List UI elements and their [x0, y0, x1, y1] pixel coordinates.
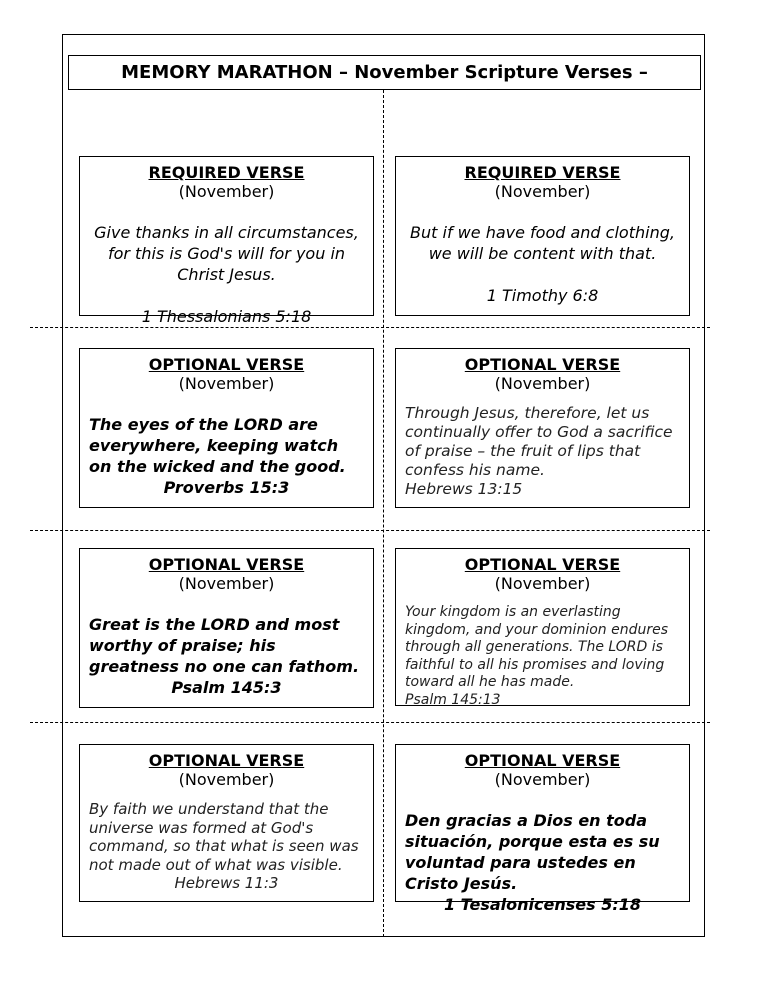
card-heading: REQUIRED VERSE — [148, 163, 305, 182]
card-heading: OPTIONAL VERSE — [464, 355, 621, 374]
card-month: (November) — [494, 182, 591, 201]
card-month: (November) — [178, 374, 275, 393]
verse-card — [395, 548, 690, 706]
verse-card — [79, 348, 374, 508]
verse-reference: Psalm 145:13 — [405, 691, 501, 708]
verse-reference: 1 Timothy 6:8 — [486, 286, 599, 305]
verse-body: Den gracias a Dios en toda situación, porque esta es su voluntad para ustedes en Cristo Jesús. — [405, 811, 660, 893]
card-month: (November) — [178, 574, 275, 593]
card-month: (November) — [494, 374, 591, 393]
verse-card — [395, 156, 690, 316]
verse-card — [395, 348, 690, 508]
verse-text — [396, 604, 689, 709]
verse-body: But if we have food and clothing, we will be content with that. — [410, 223, 675, 263]
card-heading: OPTIONAL VERSE — [148, 355, 305, 374]
vertical-cut-line — [383, 90, 384, 937]
verse-card — [395, 744, 690, 914]
verse-body: The eyes of the LORD are everywhere, keeping watch on the wicked and the good. — [89, 415, 346, 476]
verse-card — [79, 156, 374, 326]
card-month: (November) — [178, 770, 275, 789]
horizontal-cut-line — [30, 530, 710, 531]
verse-reference: Proverbs 15:3 — [163, 478, 290, 497]
card-heading: OPTIONAL VERSE — [148, 751, 305, 770]
verse-body: Great is the LORD and most worthy of praise; his greatness no one can fathom. — [89, 615, 360, 676]
horizontal-cut-line — [30, 722, 710, 723]
card-heading: REQUIRED VERSE — [464, 163, 621, 182]
card-heading: OPTIONAL VERSE — [148, 555, 305, 574]
verse-text — [80, 614, 373, 698]
page-title: MEMORY MARATHON – November Scripture Verses – — [68, 55, 701, 90]
verse-body: Give thanks in all circumstances, for this is God's will for you in Christ Jesus. — [94, 223, 359, 284]
card-month: (November) — [494, 770, 591, 789]
verse-reference: 1 Tesalonicenses 5:18 — [443, 895, 642, 914]
card-heading: OPTIONAL VERSE — [464, 751, 621, 770]
verse-text — [396, 222, 689, 306]
card-month: (November) — [178, 182, 275, 201]
card-month: (November) — [494, 574, 591, 593]
verse-reference: Hebrews 11:3 — [174, 874, 279, 892]
verse-text — [396, 810, 689, 915]
card-heading: OPTIONAL VERSE — [464, 555, 621, 574]
verse-body: By faith we understand that the universe was formed at God's command, so that what is seen was not made out of what was visible. — [89, 800, 359, 874]
verse-reference: Psalm 145:3 — [171, 678, 282, 697]
verse-card — [79, 548, 374, 708]
verse-body: Through Jesus, therefore, let us continually offer to God a sacrifice of praise – the fruit of lips that confess his name. — [405, 404, 673, 479]
verse-text — [80, 800, 373, 893]
verse-reference: Hebrews 13:15 — [405, 480, 523, 498]
verse-card — [79, 744, 374, 902]
verse-text — [80, 414, 373, 498]
verse-text — [80, 222, 373, 327]
horizontal-cut-line — [30, 327, 710, 328]
verse-reference: 1 Thessalonians 5:18 — [141, 307, 312, 326]
verse-body: Your kingdom is an everlasting kingdom, and your dominion endures through all generations. The LORD is faithful to all his promises and loving toward all he has made. — [405, 604, 669, 690]
verse-text — [396, 404, 689, 499]
